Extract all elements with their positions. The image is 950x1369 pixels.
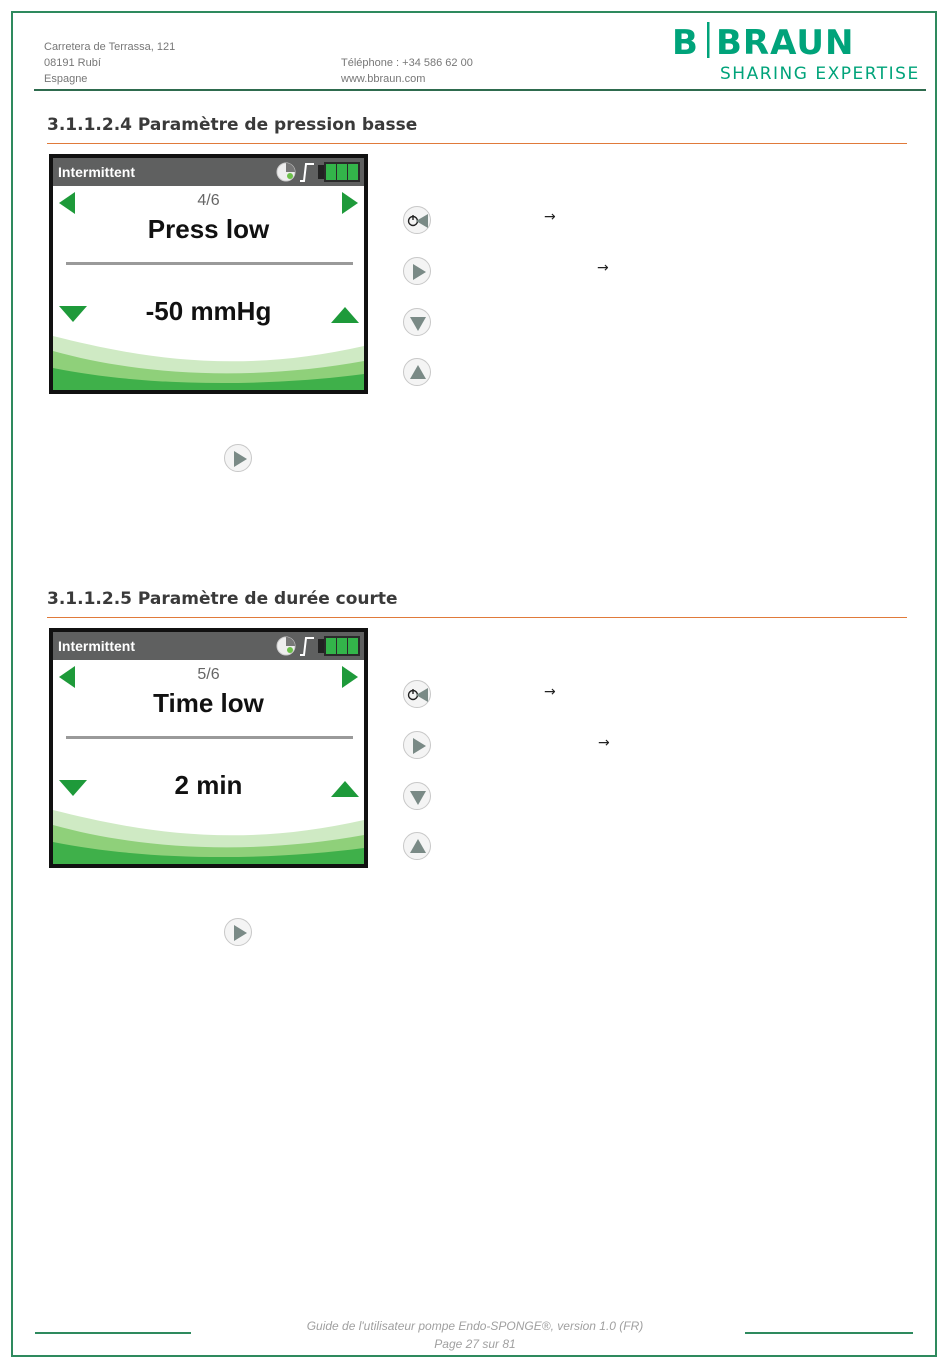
website-link[interactable]: www.bbraun.com (341, 73, 426, 85)
pressure-curve-icon (300, 164, 314, 181)
power-stop-icon (404, 207, 432, 235)
section-rule (47, 617, 907, 618)
arrow-glyph: → (544, 684, 556, 700)
power-stop-button[interactable] (403, 680, 431, 708)
address-line-1: Carretera de Terrassa, 121 (44, 41, 176, 53)
section-rule (47, 143, 907, 144)
decrease-button[interactable] (403, 308, 431, 336)
bbraun-wordmark (672, 22, 922, 64)
timer-icon (277, 163, 295, 181)
svg-text:BRAUN: BRAUN (716, 23, 855, 63)
bbraun-logo (672, 22, 922, 90)
play-icon (404, 732, 432, 760)
play-icon (404, 258, 432, 286)
address-line-3: Espagne (44, 73, 88, 85)
device-status-bar (53, 632, 364, 660)
display-separator (66, 262, 353, 265)
section-title-pressure-low: 3.1.1.2.4 Paramètre de pression basse (47, 115, 418, 135)
increase-button[interactable] (403, 358, 431, 386)
green-swoosh (53, 800, 364, 864)
battery-icon (318, 162, 360, 182)
header-rule (34, 89, 926, 91)
page-counter: 5/6 (197, 666, 220, 683)
device-screen-pressure-low (49, 154, 368, 394)
pressure-curve-icon (300, 638, 314, 655)
mode-label: Intermittent (58, 164, 135, 180)
phone-number: Téléphone : +34 586 62 00 (341, 57, 473, 69)
status-icons (274, 159, 364, 185)
svg-text:B: B (672, 23, 698, 63)
arrow-glyph: → (597, 260, 609, 276)
power-stop-icon (404, 681, 432, 709)
up-icon (404, 359, 432, 387)
contact-block (341, 55, 473, 87)
parameter-value: 2 min (174, 770, 243, 800)
mode-label: Intermittent (58, 638, 135, 654)
page-counter: 4/6 (197, 192, 220, 209)
decrease-button[interactable] (403, 782, 431, 810)
power-stop-button[interactable] (403, 206, 431, 234)
battery-icon (318, 636, 360, 656)
confirm-next-button[interactable] (224, 918, 252, 946)
device-screen-time-low (49, 628, 368, 868)
parameter-name: Time low (153, 688, 264, 718)
section-title-time-low: 3.1.1.2.5 Paramètre de durée courte (47, 589, 398, 609)
arrow-glyph: → (598, 735, 610, 751)
status-icons (274, 633, 364, 659)
device-status-bar (53, 158, 364, 186)
address-block (44, 39, 175, 87)
up-icon (404, 833, 432, 861)
next-button[interactable] (403, 731, 431, 759)
display-separator (66, 736, 353, 739)
down-icon (404, 783, 432, 811)
parameter-name: Press low (147, 214, 270, 244)
confirm-next-button[interactable] (224, 444, 252, 472)
device-display (53, 660, 364, 864)
device-display (53, 186, 364, 390)
address-line-2: 08191 Rubí (44, 57, 101, 69)
green-swoosh (53, 326, 364, 390)
arrow-glyph: → (544, 209, 556, 225)
footer-guide-title: Guide de l'utilisateur pompe Endo-SPONGE®, version 1.0 (FR) (306, 1319, 644, 1333)
play-icon (225, 919, 253, 947)
timer-icon (277, 637, 295, 655)
next-button[interactable] (403, 257, 431, 285)
parameter-value: -50 mmHg (145, 296, 272, 326)
footer-page-number: Page 27 sur 81 (434, 1337, 516, 1351)
play-icon (225, 445, 253, 473)
logo-tagline: SHARING EXPERTISE (720, 64, 920, 84)
increase-button[interactable] (403, 832, 431, 860)
down-icon (404, 309, 432, 337)
